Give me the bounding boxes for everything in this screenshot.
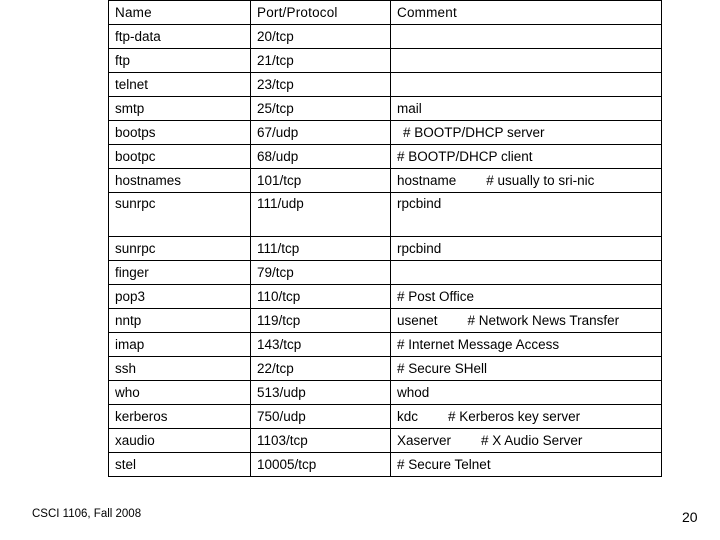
cell-comment: # BOOTP/DHCP server xyxy=(391,121,662,145)
cell-comment: rpcbind xyxy=(391,237,662,261)
cell-port: 10005/tcp xyxy=(251,453,391,477)
cell-port: 21/tcp xyxy=(251,49,391,73)
table-row xyxy=(109,97,662,121)
cell-name: stel xyxy=(109,453,251,477)
cell-name: kerberos xyxy=(109,405,251,429)
cell-port: 20/tcp xyxy=(251,25,391,49)
cell-comment: kdc # Kerberos key server xyxy=(391,405,662,429)
table-header-row xyxy=(109,1,662,25)
cell-comment: # Post Office xyxy=(391,285,662,309)
table-row xyxy=(109,333,662,357)
table-row xyxy=(109,453,662,477)
table-row xyxy=(109,193,662,237)
ports-table xyxy=(108,0,662,477)
table-row xyxy=(109,261,662,285)
cell-port: 143/tcp xyxy=(251,333,391,357)
cell-comment: hostname # usually to sri-nic xyxy=(391,169,662,193)
table-row xyxy=(109,73,662,97)
cell-name: smtp xyxy=(109,97,251,121)
cell-name: ftp xyxy=(109,49,251,73)
cell-port: 68/udp xyxy=(251,145,391,169)
cell-comment xyxy=(391,73,662,97)
cell-comment xyxy=(391,49,662,73)
cell-port: 110/tcp xyxy=(251,285,391,309)
cell-comment: usenet # Network News Transfer xyxy=(391,309,662,333)
cell-port: 111/tcp xyxy=(251,237,391,261)
cell-name: finger xyxy=(109,261,251,285)
table-row xyxy=(109,145,662,169)
cell-comment: Xaserver # X Audio Server xyxy=(391,429,662,453)
cell-name: ssh xyxy=(109,357,251,381)
cell-port: 119/tcp xyxy=(251,309,391,333)
cell-comment: # BOOTP/DHCP client xyxy=(391,145,662,169)
cell-comment: # Internet Message Access xyxy=(391,333,662,357)
cell-name: ftp-data xyxy=(109,25,251,49)
cell-comment xyxy=(391,261,662,285)
course-footer: CSCI 1106, Fall 2008 xyxy=(32,508,142,520)
column-header-port-protocol: Port/Protocol xyxy=(251,1,391,25)
cell-port: 79/tcp xyxy=(251,261,391,285)
column-header-name: Name xyxy=(109,1,251,25)
cell-comment xyxy=(391,25,662,49)
cell-name: sunrpc xyxy=(109,237,251,261)
page-number: 20 xyxy=(682,509,698,525)
cell-port: 1103/tcp xyxy=(251,429,391,453)
cell-name: xaudio xyxy=(109,429,251,453)
cell-comment: whod xyxy=(391,381,662,405)
cell-comment: rpcbind xyxy=(391,193,662,237)
table-row xyxy=(109,121,662,145)
cell-name: pop3 xyxy=(109,285,251,309)
cell-port: 513/udp xyxy=(251,381,391,405)
cell-name: sunrpc xyxy=(109,193,251,237)
cell-port: 750/udp xyxy=(251,405,391,429)
table-row xyxy=(109,429,662,453)
cell-port: 23/tcp xyxy=(251,73,391,97)
cell-name: bootps xyxy=(109,121,251,145)
cell-name: telnet xyxy=(109,73,251,97)
table-row xyxy=(109,49,662,73)
cell-comment: mail xyxy=(391,97,662,121)
cell-name: imap xyxy=(109,333,251,357)
cell-name: who xyxy=(109,381,251,405)
table-row xyxy=(109,381,662,405)
column-header-comment: Comment xyxy=(391,1,662,25)
cell-port: 25/tcp xyxy=(251,97,391,121)
table-row xyxy=(109,405,662,429)
cell-name: hostnames xyxy=(109,169,251,193)
cell-comment: # Secure Telnet xyxy=(391,453,662,477)
table-row xyxy=(109,309,662,333)
cell-name: nntp xyxy=(109,309,251,333)
cell-comment: # Secure SHell xyxy=(391,357,662,381)
table-row xyxy=(109,237,662,261)
cell-port: 22/tcp xyxy=(251,357,391,381)
cell-port: 111/udp xyxy=(251,193,391,237)
cell-name: bootpc xyxy=(109,145,251,169)
table-row xyxy=(109,169,662,193)
table-row xyxy=(109,285,662,309)
cell-port: 67/udp xyxy=(251,121,391,145)
table-row xyxy=(109,357,662,381)
table-row xyxy=(109,25,662,49)
cell-port: 101/tcp xyxy=(251,169,391,193)
